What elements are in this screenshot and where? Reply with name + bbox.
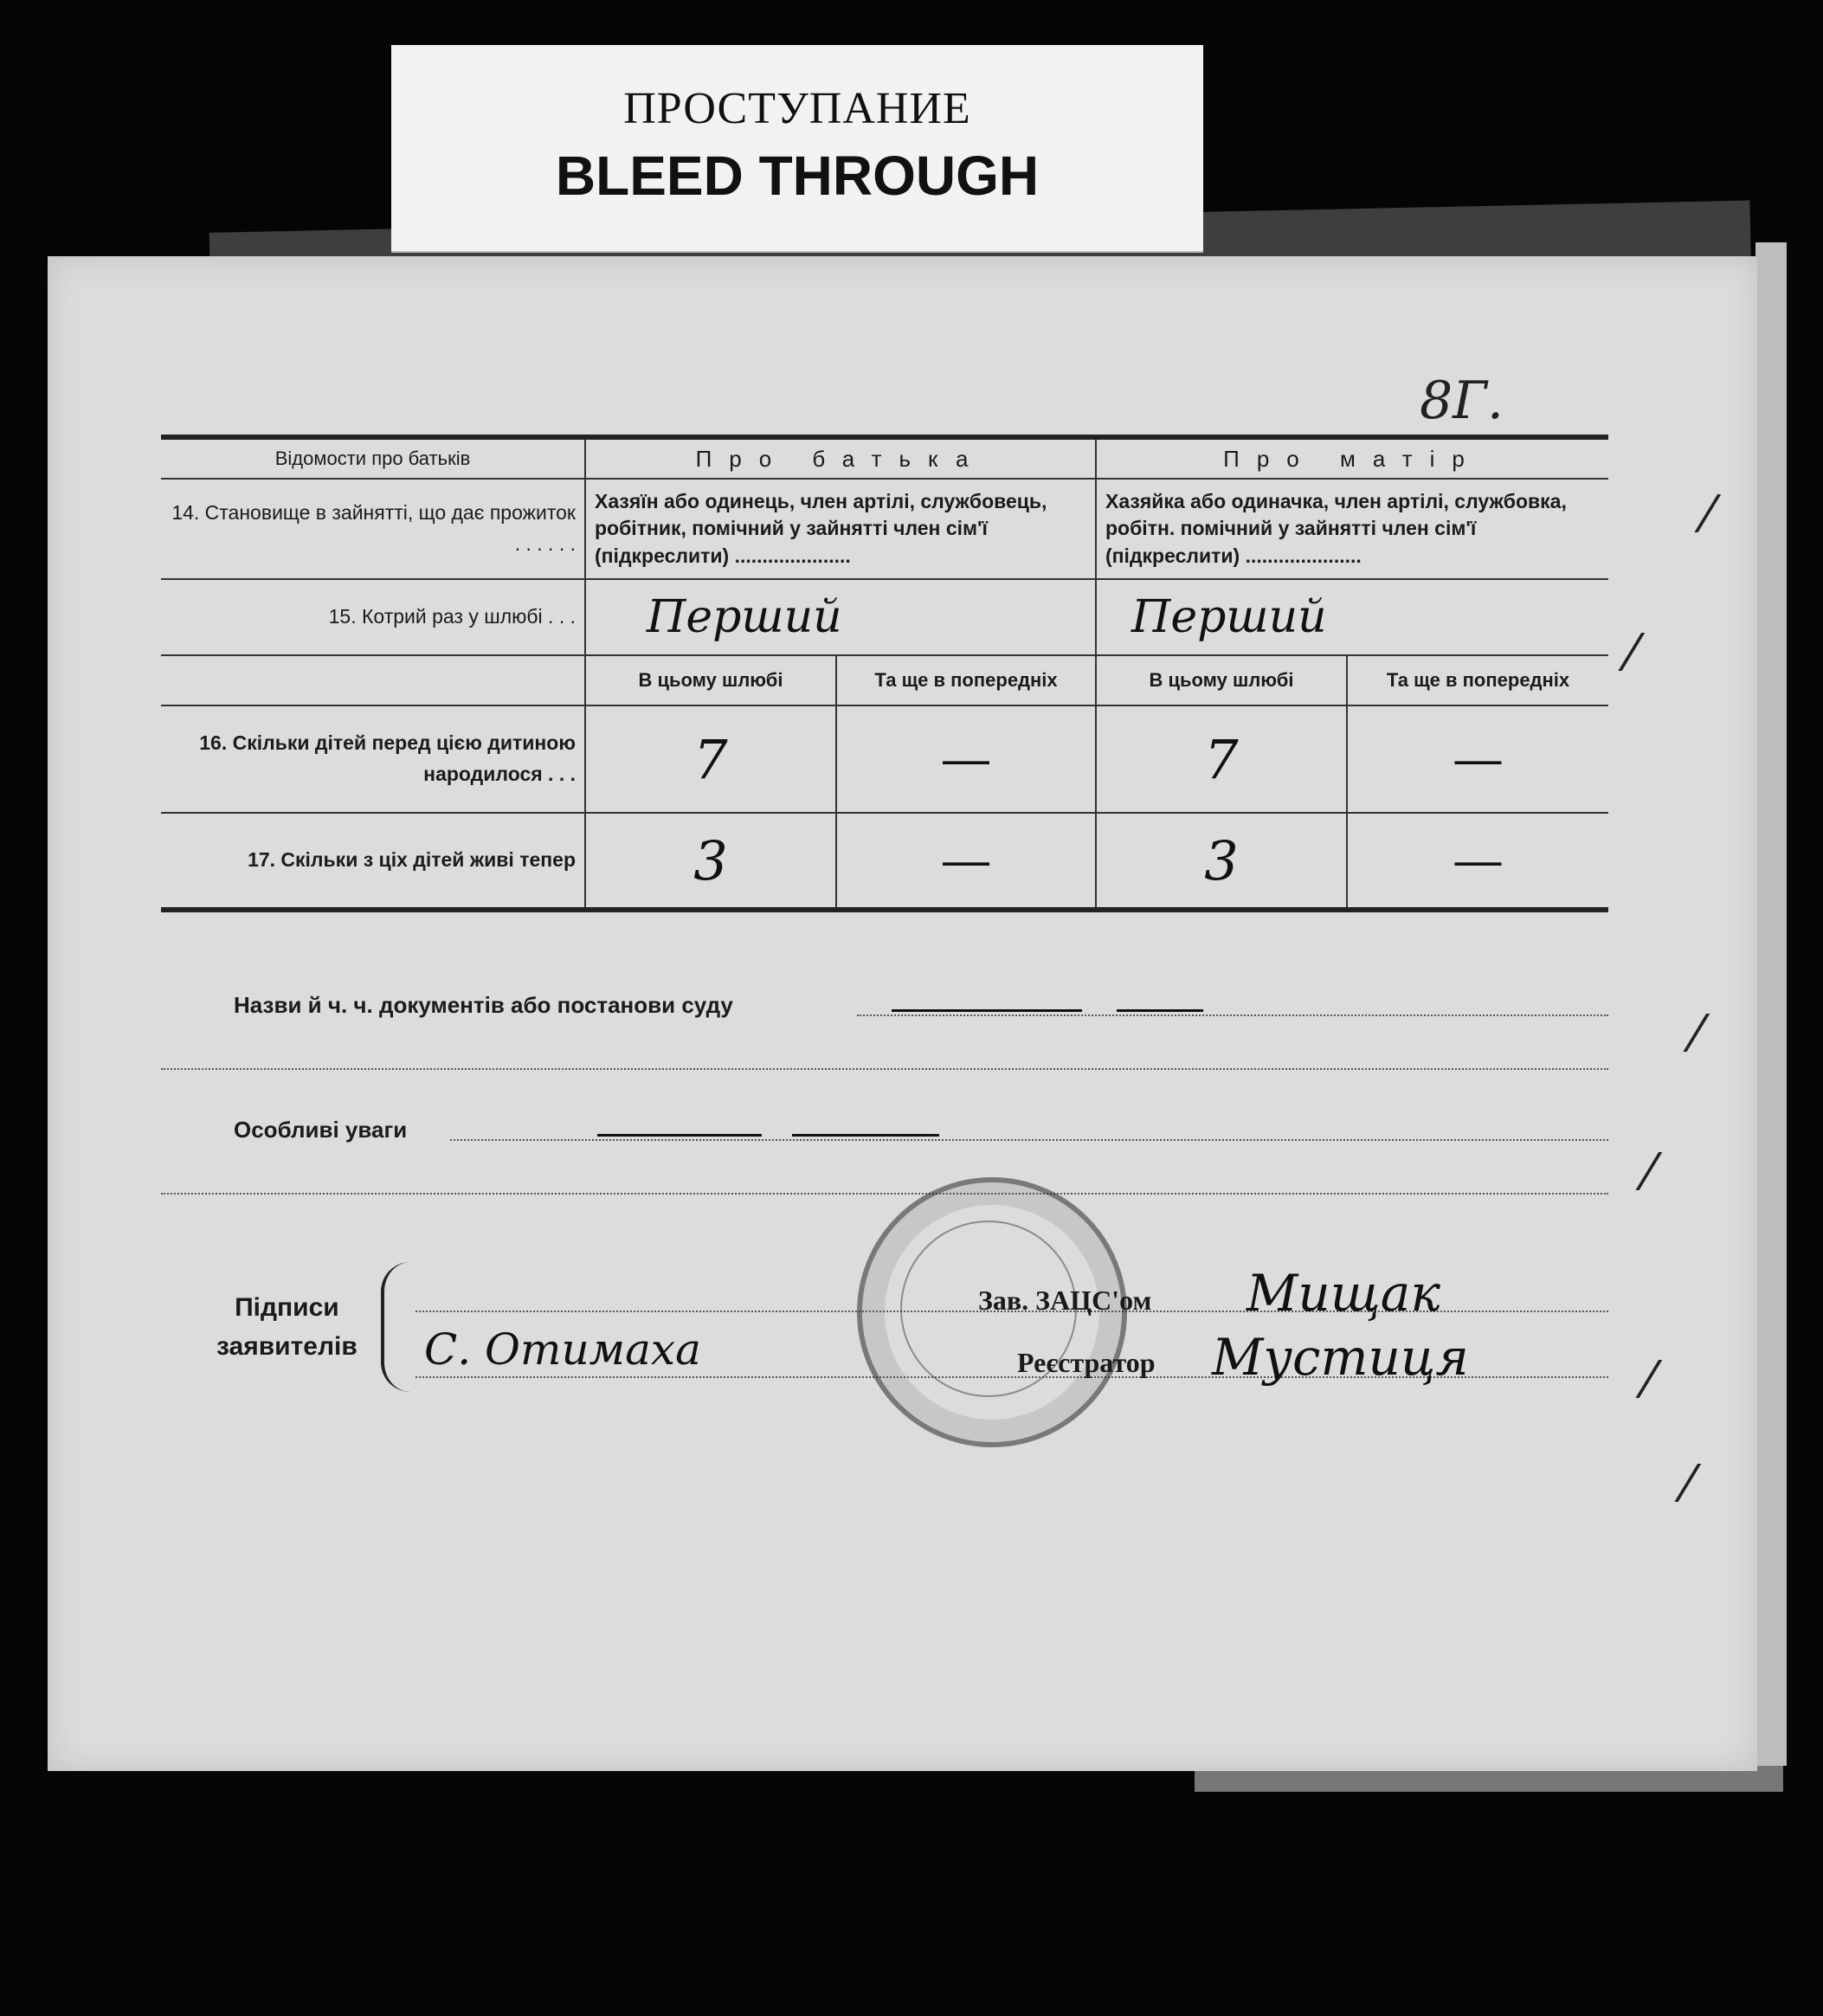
binding-mark: ⁄	[1627, 623, 1636, 682]
notes-dash-2	[792, 1134, 939, 1137]
documents-dotted-line	[857, 1014, 1608, 1016]
subheader-father-this-marriage: В цьому шлюбі	[585, 655, 836, 705]
binding-mark: ⁄	[1692, 1004, 1701, 1063]
bleed-through-tab	[391, 45, 1203, 253]
signature-brace	[381, 1262, 410, 1392]
header-mother: Про матір	[1096, 437, 1608, 479]
row17-father-this: 3	[585, 813, 836, 910]
row16-label: 16. Скільки дітей перед цією дитиною народилося . . .	[161, 705, 585, 813]
header-parents-info: Відомости про батьків	[161, 437, 585, 479]
corner-handwritten-note: 8Г.	[1420, 370, 1504, 431]
row15-mother-value: Перший	[1096, 579, 1608, 655]
subheader-spacer	[161, 655, 585, 705]
subheader-father-previous: Та ще в попередніх	[836, 655, 1096, 705]
tab-title-english: BLEED THROUGH	[555, 145, 1040, 207]
row17-father-prev: —	[836, 813, 1096, 910]
binding-mark: ⁄	[1704, 485, 1712, 544]
subheader-mother-this-marriage: В цьому шлюбі	[1096, 655, 1347, 705]
notes-label: Особливі уваги	[234, 1117, 408, 1143]
row15-label: 15. Котрий раз у шлюбі . . .	[161, 579, 585, 655]
row14-father-options: Хазяїн або одинець, член артілі, службовець, робітник, помічний у зайнятті член сім'ї (підкреслити) .....................	[585, 479, 1096, 579]
row14-mother-options: Хазяйка або одиначка, член артілі, службовка, робітн. помічний у зайнятті член сім'ї (підкреслити) .....................	[1096, 479, 1608, 579]
applicants-label-line2: заявителів	[216, 1332, 358, 1361]
documents-dash-2	[1117, 1009, 1203, 1012]
parents-info-table	[161, 435, 1608, 912]
applicants-label-line1: Підписи	[235, 1293, 339, 1322]
header-father: Про батька	[585, 437, 1096, 479]
tab-title-russian: ПРОСТУПАНИЕ	[623, 84, 971, 133]
row17-mother-this: 3	[1096, 813, 1347, 910]
documents-dash-1	[892, 1009, 1082, 1012]
row16-mother-this: 7	[1096, 705, 1347, 813]
row15-father-value: Перший	[585, 579, 1096, 655]
binding-mark: ⁄	[1684, 1454, 1692, 1513]
notes-dash-1	[597, 1134, 762, 1137]
documents-dotted-line-2	[161, 1068, 1608, 1070]
head-signature: Мищак	[1246, 1264, 1441, 1323]
binding-mark: ⁄	[1645, 1143, 1653, 1201]
notes-dotted-line	[450, 1139, 1608, 1141]
page-edge	[1755, 242, 1787, 1766]
applicant-signature: С. Отимаха	[424, 1324, 701, 1375]
head-of-registry-label: Зав. ЗАЦС'ом	[978, 1285, 1152, 1316]
row17-mother-prev: —	[1347, 813, 1608, 910]
row14-label: 14. Становище в зайнятті, що дає прожиток . . . . . .	[161, 479, 585, 579]
notes-dotted-line-2	[161, 1193, 1608, 1195]
binding-mark: ⁄	[1645, 1350, 1653, 1409]
row16-father-this: 7	[585, 705, 836, 813]
registrar-signature: Мустиця	[1212, 1328, 1469, 1387]
row17-label: 17. Скільки з ціх дітей живі тепер	[161, 813, 585, 910]
documents-label: Назви й ч. ч. документів або постанови суду	[234, 992, 733, 1018]
row16-father-prev: —	[836, 705, 1096, 813]
applicants-signature-label	[216, 1288, 358, 1366]
row16-mother-prev: —	[1347, 705, 1608, 813]
subheader-mother-previous: Та ще в попередніх	[1347, 655, 1608, 705]
registrar-label: Реєстратор	[1017, 1347, 1156, 1378]
